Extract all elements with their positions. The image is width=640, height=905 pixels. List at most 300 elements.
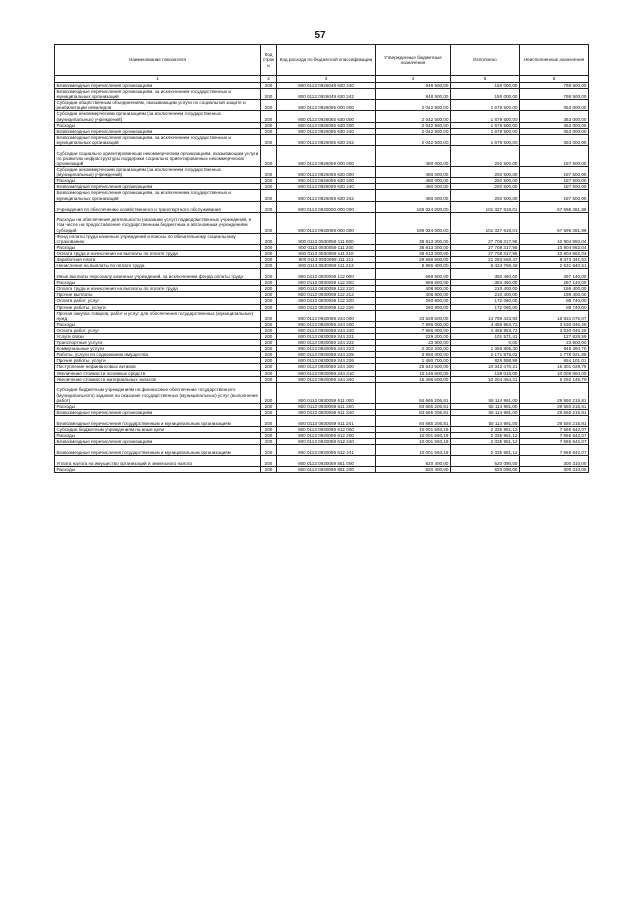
row-budget-code: 800 0113 0926049 630 240 [277,83,376,89]
row-line-code: 200 [261,167,277,178]
table-row [55,467,589,473]
row-budget-code: 800 0113 0930059 111 200 [277,244,376,250]
row-approved-amount: 669 600,00 [376,269,451,280]
row-name: Безвозмездные перечисления государственным и муниципальным организациям [55,445,261,456]
row-approved-amount: 7 986 000,00 [376,321,451,327]
row-approved-amount: 948 500,00 [376,89,451,100]
row-approved-amount: 480 000,00 [376,167,451,178]
table-row [55,370,589,376]
row-line-code: 200 [261,244,277,250]
row-budget-code: 800 0113 0930059 112 212 [277,292,376,298]
row-budget-code: 800 0113 0930059 612 241 [277,445,376,456]
row-unexecuted-amount: 946 394,70 [520,346,589,352]
row-budget-code: 800 0113 0926055 630 242 [277,134,376,145]
row-name: Субсидии социально ориентированным некоммерческим организациям, оказывающим услуги по развитию инфраструктуры поддержки социально ориентированных некоммерческих организаций [55,146,261,167]
row-budget-code: 800 0113 0930059 112 000 [277,269,376,280]
row-name: Увеличение стоимости материальных запасов [55,376,261,382]
row-executed-amount: 150 000,00 [451,89,520,100]
row-budget-code: 800 0113 0926059 630 200 [277,178,376,184]
row-executed-amount: 55 114 991,00 [451,415,520,426]
row-unexecuted-amount: 300 310,00 [520,456,589,467]
row-budget-code: 800 0113 0926055 630 240 [277,128,376,134]
row-approved-amount: 10 146 800,00 [376,370,451,376]
row-approved-amount: 2 042 500,00 [376,134,451,145]
column-number: 1 [55,76,261,83]
table-row [55,456,589,467]
table-row [55,352,589,358]
row-line-code: 200 [261,100,277,111]
row-line-code: 200 [261,286,277,292]
row-line-code: 200 [261,340,277,346]
row-approved-amount: 2 302 200,00 [376,346,451,352]
row-budget-code: 800 0113 0930000 000 000 [277,201,376,212]
table-row [55,212,589,233]
row-approved-amount: 29 656 900,00 [376,256,451,262]
row-unexecuted-amount: 363 000,00 [520,128,589,134]
row-budget-code: 800 0113 0926055 000 000 [277,100,376,111]
table-body [55,83,589,473]
row-budget-code: 800 0113 0930059 611 240 [277,409,376,415]
row-line-code: 200 [261,212,277,233]
row-name: Безвозмездные перечисления организациям, за исключением государственных и муниципальных организаций [55,190,261,201]
row-approved-amount: 10 001 593,19 [376,426,451,432]
row-unexecuted-amount: 300 310,00 [520,467,589,473]
row-budget-code: 800 0113 0930059 612 240 [277,439,376,445]
row-approved-amount: 15 496 600,00 [376,376,451,382]
row-approved-amount: 84 665 206,81 [376,409,451,415]
row-line-code: 200 [261,310,277,321]
row-executed-amount: 1 355 805,30 [451,346,520,352]
row-name: Субсидии общественным объединениям, оказывающим услуги по социальной защите и реабилитации инвалидов [55,100,261,111]
row-line-code: 200 [261,263,277,269]
row-executed-amount: 1 679 500,00 [451,122,520,128]
row-budget-code: 800 0113 0926055 630 200 [277,122,376,128]
row-unexecuted-amount: 654 101,01 [520,358,589,364]
table-row [55,201,589,212]
row-line-code: 200 [261,134,277,145]
table-row [55,184,589,190]
row-executed-amount: 55 114 991,00 [451,382,520,403]
row-line-code: 200 [261,89,277,100]
row-budget-code: 800 0113 0926059 630 242 [277,190,376,201]
row-executed-amount: 4 455 953,72 [451,321,520,327]
row-approved-amount: 820 400,00 [376,456,451,467]
row-approved-amount: 7 986 000,00 [376,327,451,333]
row-line-code: 200 [261,382,277,403]
row-approved-amount: 2 042 500,00 [376,100,451,111]
row-approved-amount: 84 665 206,81 [376,403,451,409]
row-unexecuted-amount: 363 000,00 [520,134,589,145]
row-executed-amount: 520 090,00 [451,456,520,467]
table-row [55,83,589,89]
row-name: Безвозмездные перечисления организациям [55,83,261,89]
row-unexecuted-amount: 798 500,00 [520,83,589,89]
row-budget-code: 800 0113 0930059 244 225 [277,352,376,358]
row-approved-amount: 669 600,00 [376,280,451,286]
row-line-code: 200 [261,233,277,244]
row-line-code: 200 [261,128,277,134]
row-executed-amount: 138 016,00 [451,370,520,376]
row-line-code: 200 [261,250,277,256]
row-budget-code: 800 0113 0930059 612 000 [277,426,376,432]
row-line-code: 200 [261,376,277,382]
row-line-code: 200 [261,201,277,212]
row-line-code: 200 [261,190,277,201]
row-unexecuted-amount: 1 778 021,98 [520,352,589,358]
row-line-code: 200 [261,269,277,280]
row-approved-amount: 2 042 500,00 [376,128,451,134]
table-row [55,100,589,111]
header-name: Наименование показателя [55,45,261,76]
column-number: 4 [376,76,451,83]
row-executed-amount: 2 335 951,12 [451,433,520,439]
header-line-code: Код строк и [261,45,277,76]
header-unexecuted: Неисполненные назначения [520,45,589,76]
row-name: Коммунальные услуги [55,346,261,352]
row-name: Безвозмездные перечисления организациям [55,409,261,415]
row-line-code: 200 [261,146,277,167]
row-name: Оплата труда и начисления на выплаты по оплате труда [55,286,261,292]
row-name: Безвозмездные перечисления организациям, за исключением государственных и муниципальных организаций [55,134,261,145]
row-executed-amount: 10 342 470,21 [451,364,520,370]
table-row [55,269,589,280]
header-executed: Исполнено [451,45,520,76]
row-budget-code: 800 0113 0930059 111 000 [277,233,376,244]
row-approved-amount: 408 800,00 [376,286,451,292]
row-budget-code: 800 0113 0930059 611 000 [277,382,376,403]
row-unexecuted-amount: 187 500,00 [520,146,589,167]
row-budget-code: 800 0113 0926059 630 000 [277,167,376,178]
row-executed-amount: 1 679 500,00 [451,128,520,134]
row-name: Оплата работ, услуг [55,298,261,304]
table-header [55,45,589,83]
row-approved-amount: 480 000,00 [376,184,451,190]
row-name: Уплата налога на имущество организаций и земельного налога [55,456,261,467]
row-budget-code: 800 0113 0930059 851 200 [277,467,376,473]
row-line-code: 200 [261,122,277,128]
row-budget-code: 800 0113 0930059 111 210 [277,250,376,256]
row-executed-amount: 21 283 558,47 [451,256,520,262]
row-line-code: 200 [261,439,277,445]
row-approved-amount: 25 643 500,00 [376,364,451,370]
row-approved-amount: 260 800,00 [376,298,451,304]
row-name: Оплата работ, услуг [55,327,261,333]
row-unexecuted-amount: 5 292 145,79 [520,376,589,382]
row-unexecuted-amount: 88 740,00 [520,304,589,310]
row-name: Заработная плата [55,256,261,262]
row-line-code: 200 [261,403,277,409]
row-line-code: 200 [261,184,277,190]
row-line-code: 200 [261,364,277,370]
row-name: Безвозмездные перечисления организациям [55,128,261,134]
row-name: Расходы [55,321,261,327]
row-unexecuted-amount: 7 665 642,07 [520,439,589,445]
row-name: Расходы [55,433,261,439]
row-line-code: 200 [261,456,277,467]
row-budget-code: 800 0113 0930059 244 226 [277,358,376,364]
row-name: Услуги связи [55,334,261,340]
row-unexecuted-amount: 8 373 341,53 [520,256,589,262]
row-budget-code: 800 0113 0930059 612 200 [277,433,376,439]
row-approved-amount: 23 900,00 [376,340,451,346]
row-budget-code: 800 0113 0926059 630 240 [277,184,376,190]
row-unexecuted-amount: 187 500,00 [520,184,589,190]
row-approved-amount: 2 042 500,00 [376,111,451,122]
row-executed-amount: 101 571,41 [451,334,520,340]
table-row [55,146,589,167]
row-budget-code: 800 0113 0926055 630 000 [277,111,376,122]
row-executed-amount: 0,00 [451,340,520,346]
column-number: 2 [261,76,277,83]
row-name: Прочие выплаты [55,292,261,298]
header-budget-code: Код расхода по бюджетной классификации [277,45,376,76]
row-name: Безвозмездные перечисления организациям, за исключением государственных и муниципальных организаций [55,89,261,100]
row-approved-amount: 10 001 593,19 [376,433,451,439]
row-unexecuted-amount: 67 696 381,99 [520,212,589,233]
row-unexecuted-amount: 29 550 215,81 [520,415,589,426]
row-approved-amount: 84 665 206,81 [376,382,451,403]
row-line-code: 200 [261,370,277,376]
row-line-code: 200 [261,346,277,352]
row-executed-amount: 172 060,00 [451,298,520,304]
row-line-code: 200 [261,467,277,473]
row-budget-code: 800 0113 0930059 244 000 [277,310,376,321]
row-unexecuted-amount: 15 301 029,79 [520,364,589,370]
row-line-code: 200 [261,292,277,298]
row-name: Безвозмездные перечисления государственным и муниципальным организациям [55,415,261,426]
table-row [55,263,589,269]
table-row [55,439,589,445]
row-budget-code: 800 0113 0930059 244 200 [277,321,376,327]
row-approved-amount: 10 001 593,19 [376,445,451,456]
row-executed-amount: 292 500,00 [451,184,520,190]
row-executed-amount: 2 335 951,12 [451,426,520,432]
row-approved-amount: 408 800,00 [376,292,451,298]
row-line-code: 200 [261,111,277,122]
row-unexecuted-amount: 88 740,00 [520,298,589,304]
row-name: Расходы [55,280,261,286]
row-approved-amount: 8 956 400,00 [376,263,451,269]
row-unexecuted-amount: 3 530 046,28 [520,327,589,333]
table-row [55,426,589,432]
row-line-code: 200 [261,445,277,456]
row-executed-amount: 292 500,00 [451,146,520,167]
row-line-code: 200 [261,334,277,340]
row-unexecuted-amount: 67 696 381,99 [520,201,589,212]
row-unexecuted-amount: 187 500,00 [520,167,589,178]
row-executed-amount: 1 679 500,00 [451,100,520,111]
row-approved-amount: 480 000,00 [376,178,451,184]
row-executed-amount: 292 500,00 [451,178,520,184]
row-budget-code: 800 0113 0930059 244 223 [277,346,376,352]
row-unexecuted-amount: 187 500,00 [520,178,589,184]
budget-execution-table [54,44,589,473]
row-budget-code: 800 0113 0930059 851 000 [277,456,376,467]
row-budget-code: 800 0113 0930059 112 210 [277,286,376,292]
row-name: Расходы [55,122,261,128]
table-row [55,409,589,415]
row-budget-code: 800 0113 0930059 111 211 [277,256,376,262]
page-number: 57 [314,30,326,41]
row-executed-amount: 10 204 454,21 [451,376,520,382]
row-unexecuted-amount: 7 665 642,07 [520,433,589,439]
row-unexecuted-amount: 363 000,00 [520,122,589,128]
row-approved-amount: 169 024 000,00 [376,201,451,212]
row-unexecuted-amount: 127 628,59 [520,334,589,340]
row-executed-amount: 55 114 991,00 [451,409,520,415]
table-row [55,376,589,382]
row-unexecuted-amount: 7 665 642,07 [520,426,589,432]
row-executed-amount: 172 060,00 [451,304,520,310]
column-number-row [55,76,589,83]
row-executed-amount: 1 679 500,00 [451,111,520,122]
row-budget-code: 800 0113 0930059 112 226 [277,304,376,310]
row-unexecuted-amount: 10 904 982,04 [520,244,589,250]
table-row [55,190,589,201]
row-executed-amount: 520 090,00 [451,467,520,473]
row-executed-amount: 27 708 317,96 [451,244,520,250]
row-executed-amount: 292 500,00 [451,190,520,201]
column-number: 6 [520,76,589,83]
row-line-code: 200 [261,321,277,327]
row-approved-amount: 38 813 300,00 [376,244,451,250]
row-budget-code: 800 0113 0930059 244 340 [277,376,376,382]
row-unexecuted-amount: 10 904 982,04 [520,250,589,256]
row-name: Расходы на обеспечение деятельности (оказание услуг) подведомственных учреждений, в том числе на предоставление государственным бюджетным и автономным учреждениям субсидий [55,212,261,233]
row-unexecuted-amount: 18 831 076,07 [520,310,589,321]
row-executed-amount: 382 460,00 [451,269,520,280]
row-unexecuted-amount: 798 500,00 [520,89,589,100]
row-name: Начисления на выплаты по оплате труда [55,263,261,269]
table-row [55,233,589,244]
row-line-code: 200 [261,327,277,333]
row-executed-amount: 4 455 953,72 [451,327,520,333]
row-budget-code: 800 0113 0926049 630 242 [277,89,376,100]
row-line-code: 200 [261,358,277,364]
row-approved-amount: 1 480 700,00 [376,358,451,364]
table-row [55,167,589,178]
row-name: Фонд оплаты труда казенных учреждений и взносы по обязательному социальному страхованию [55,233,261,244]
column-number: 5 [451,76,520,83]
table-row [55,111,589,122]
table-row [55,134,589,145]
row-executed-amount: 382 460,00 [451,280,520,286]
row-approved-amount: 229 200,00 [376,334,451,340]
table-row [55,415,589,426]
row-unexecuted-amount: 363 000,00 [520,100,589,111]
row-line-code: 200 [261,298,277,304]
row-name: Безвозмездные перечисления организациям [55,184,261,190]
row-name: Расходы [55,403,261,409]
row-unexecuted-amount: 287 140,00 [520,269,589,280]
row-approved-amount: 948 500,00 [376,83,451,89]
row-budget-code: 800 0113 0930059 112 200 [277,280,376,286]
table-row [55,250,589,256]
row-approved-amount: 2 042 500,00 [376,122,451,128]
row-unexecuted-amount: 287 140,00 [520,280,589,286]
row-executed-amount: 101 327 618,01 [451,201,520,212]
table-row [55,364,589,370]
row-line-code: 200 [261,415,277,426]
row-executed-amount: 14 798 423,93 [451,310,520,321]
row-name: Оплата труда и начисления на выплаты по оплате труда [55,250,261,256]
row-name: Увеличение стоимости основных средств [55,370,261,376]
row-line-code: 200 [261,83,277,89]
row-budget-code: 800 0113 0926059 000 000 [277,146,376,167]
row-unexecuted-amount: 10 008 884,00 [520,370,589,376]
row-line-code: 200 [261,433,277,439]
row-approved-amount: 33 629 500,00 [376,310,451,321]
row-budget-code: 800 0113 0930059 000 000 [277,212,376,233]
row-name: Прочая закупка товаров, работ и услуг для обеспечения государственных (муниципальных) нужд [55,310,261,321]
row-unexecuted-amount: 2 531 640,51 [520,263,589,269]
row-budget-code: 800 0113 0930059 244 300 [277,364,376,370]
row-approved-amount: 480 000,00 [376,190,451,201]
row-name: Субсидии бюджетным учреждениям на финансовое обеспечение государственного (муниципального) задания на оказание государственных (муниципальных) услуг (выполнение работ) [55,382,261,403]
row-budget-code: 800 0113 0930059 611 241 [277,415,376,426]
row-name: Прочие работы, услуги [55,304,261,310]
row-unexecuted-amount: 363 000,00 [520,111,589,122]
row-budget-code: 800 0113 0930059 111 213 [277,263,376,269]
table-row [55,445,589,456]
row-unexecuted-amount: 29 550 215,81 [520,409,589,415]
row-approved-amount: 38 813 300,00 [376,233,451,244]
row-unexecuted-amount: 29 550 215,81 [520,382,589,403]
row-approved-amount: 169 024 000,00 [376,212,451,233]
row-approved-amount: 3 950 000,00 [376,352,451,358]
row-approved-amount: 820 400,00 [376,467,451,473]
row-name: Иные выплаты персоналу казенных учреждений, за исключением фонда оплаты труда [55,269,261,280]
column-number: 3 [277,76,376,83]
row-unexecuted-amount: 7 665 642,07 [520,445,589,456]
row-budget-code: 800 0113 0930059 244 221 [277,334,376,340]
row-unexecuted-amount: 23 900,00 [520,340,589,346]
row-executed-amount: 826 598,99 [451,358,520,364]
row-name: Учреждения по обеспечению хозяйственного и транспортного обслуживания [55,201,261,212]
table-row [55,310,589,321]
row-unexecuted-amount: 10 904 982,04 [520,233,589,244]
row-executed-amount: 2 335 951,12 [451,445,520,456]
row-line-code: 200 [261,304,277,310]
row-executed-amount: 27 708 317,96 [451,250,520,256]
row-name: Поступление нефинансовых активов [55,364,261,370]
row-name: Субсидии некоммерческим организациям (за исключением государственных (муниципальных) учреждений) [55,167,261,178]
table-row [55,89,589,100]
row-line-code: 200 [261,256,277,262]
row-executed-amount: 292 500,00 [451,167,520,178]
row-unexecuted-amount: 3 530 046,28 [520,321,589,327]
row-executed-amount: 2 171 978,02 [451,352,520,358]
row-unexecuted-amount: 198 400,00 [520,286,589,292]
row-approved-amount: 38 613 300,00 [376,250,451,256]
row-name: Прочие работы, услуги [55,358,261,364]
row-line-code: 200 [261,178,277,184]
row-approved-amount: 10 001 593,19 [376,439,451,445]
row-line-code: 200 [261,409,277,415]
row-name: Субсидии некоммерческим организациям (за исключением государственных (муниципальных) учреждений) [55,111,261,122]
row-executed-amount: 55 114 991,00 [451,403,520,409]
row-unexecuted-amount: 187 500,00 [520,190,589,201]
row-budget-code: 800 0113 0930059 244 310 [277,370,376,376]
row-line-code: 200 [261,426,277,432]
row-executed-amount: 1 679 500,00 [451,134,520,145]
row-name: Расходы [55,467,261,473]
table-row [55,128,589,134]
row-approved-amount: 480 000,00 [376,146,451,167]
row-name: Работы, услуги по содержанию имущества [55,352,261,358]
row-budget-code: 800 0113 0930059 611 200 [277,403,376,409]
row-line-code: 200 [261,280,277,286]
